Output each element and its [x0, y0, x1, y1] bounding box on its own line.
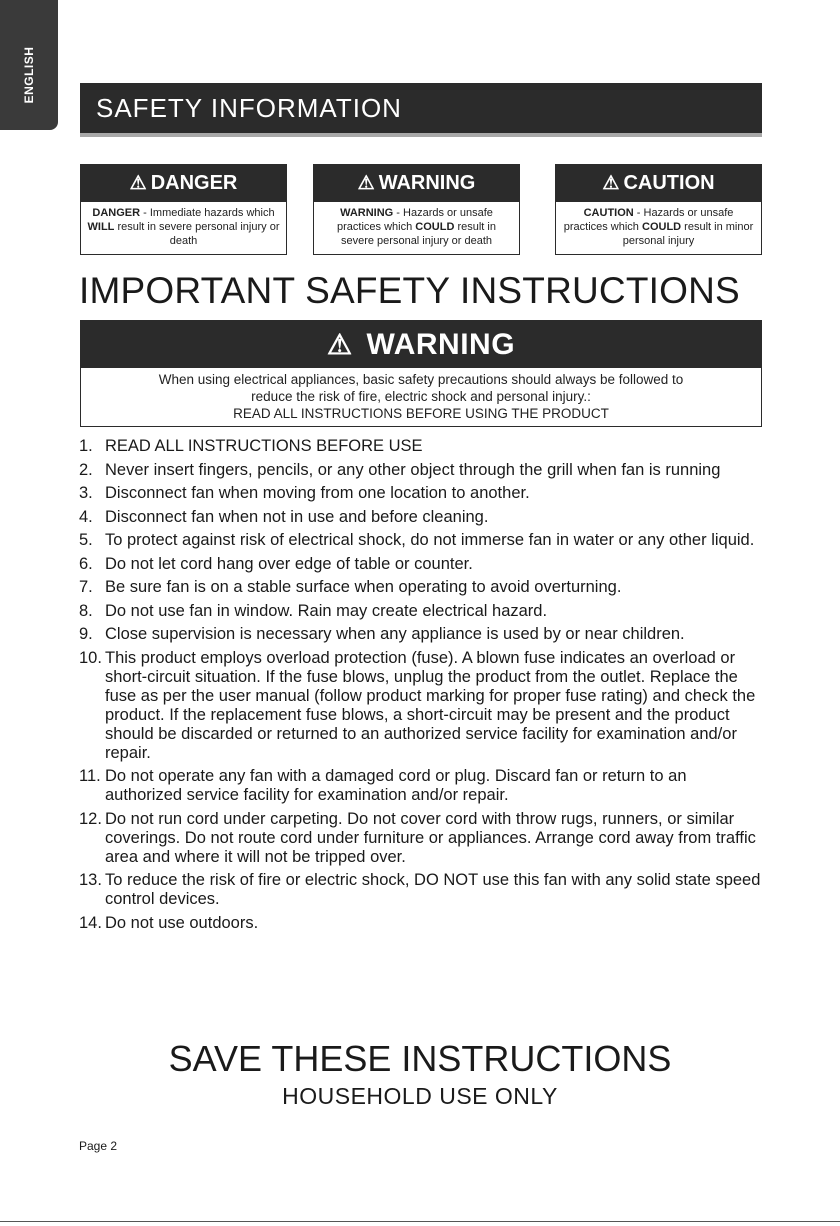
list-item-number: 4. — [79, 507, 93, 526]
list-item-number: 5. — [79, 531, 93, 549]
caution-tail: result in minor personal injury — [622, 221, 754, 247]
list-item-text: Do not operate any fan with a damaged cord or plug. Discard fan or return to an authorized service facility for examination and/or repair. — [105, 767, 687, 804]
main-warning-line-2: reduce the risk of fire, electric shock and personal injury.: — [251, 389, 591, 404]
list-item-text: To reduce the risk of fire or electric shock, DO NOT use this fan with any solid state speed control devices. — [105, 871, 761, 908]
list-item-text: Close supervision is necessary when any appliance is used by or near children. — [105, 625, 685, 643]
list-item-number: 7. — [79, 578, 93, 596]
danger-term: DANGER — [92, 207, 141, 219]
list-item-number: 6. — [79, 554, 93, 573]
list-item-number: 10. — [79, 648, 102, 667]
language-tab-label: ENGLISH — [22, 46, 36, 104]
warning-signal-header — [314, 165, 519, 202]
list-item-text: To protect against risk of electrical shock, do not immerse fan in water or any other liquid. — [105, 531, 755, 549]
danger-lead: - Immediate hazards which — [140, 207, 275, 219]
list-item-number: 12. — [79, 809, 102, 828]
danger-tail: result in severe personal injury or death — [114, 221, 280, 247]
list-item-text: Disconnect fan when not in use and before cleaning. — [105, 507, 489, 526]
caution-term: CAUTION — [583, 207, 634, 219]
list-item-text: Do not let cord hang over edge of table or counter. — [105, 554, 473, 573]
list-item — [79, 484, 764, 503]
danger-emphasis: WILL — [87, 221, 115, 233]
list-item — [79, 871, 764, 909]
caution-lead: - Hazards or unsafe practices which — [563, 207, 734, 233]
list-item-text: Be sure fan is on a stable surface when operating to avoid overturning. — [105, 578, 622, 596]
danger-box — [80, 164, 287, 255]
list-item-text: Do not use fan in window. Rain may create electrical hazard. — [105, 601, 548, 620]
warning-signal-box — [313, 164, 520, 255]
main-warning-text — [81, 368, 761, 422]
list-item — [79, 555, 764, 574]
main-warning-line-1: When using electrical appliances, basic safety precautions should always be followed to — [158, 372, 684, 387]
main-warning-line-3: READ ALL INSTRUCTIONS BEFORE USING THE PRODUCT — [233, 406, 609, 421]
list-item-number: 8. — [79, 601, 93, 620]
page-title: IMPORTANT SAFETY INSTRUCTIONS — [79, 270, 740, 311]
list-item — [79, 649, 764, 763]
danger-heading: DANGER — [150, 172, 238, 194]
warning-triangle-icon: ⚠ — [326, 329, 353, 360]
list-item — [79, 461, 764, 480]
list-item — [79, 810, 764, 867]
list-item-number: 13. — [79, 871, 102, 889]
list-item — [79, 508, 764, 527]
list-item — [79, 578, 764, 597]
list-item-number: 1. — [79, 437, 93, 455]
caution-emphasis: COULD — [642, 221, 682, 233]
list-item-text: This product employs overload protection (fuse). A blown fuse indicates an overload or short-circuit situation. If the fuse blows, unplug the product from the outlet. Replace the fuse as per the user manual (follow product marking for proper fuse rating) and check the product. If the replacement fuse blows, a short-circuit may be present and the product should be discarded or returned to an authorized service facility for examination and/or repair. — [105, 648, 756, 762]
list-item-text: Do not run cord under carpeting. Do not cover cord with throw rugs, runners, or similar coverings. Do not route cord under furniture or appliances. Arrange cord away from traffic area and where it will not be tripped over. — [105, 809, 756, 866]
warning-triangle-icon: ⚠ — [602, 173, 620, 194]
bottom-divider — [0, 1221, 840, 1222]
list-item-number: 2. — [79, 460, 93, 479]
warning-triangle-icon: ⚠ — [129, 173, 147, 194]
list-item — [79, 625, 764, 644]
warning-signal-lead: - Hazards or unsafe practices which — [337, 207, 493, 233]
list-item — [79, 767, 764, 805]
instruction-list — [79, 437, 764, 937]
warning-signal-term: WARNING — [340, 207, 394, 219]
list-item-number: 11. — [79, 767, 101, 785]
warning-signal-tail: result in severe personal injury or death — [340, 221, 496, 247]
warning-signal-emphasis: COULD — [415, 221, 455, 233]
warning-signal-description — [314, 202, 519, 248]
list-item-text: Do not use outdoors. — [105, 913, 259, 932]
page-number: Page 2 — [79, 1139, 118, 1153]
danger-header — [81, 165, 286, 202]
main-warning-box — [80, 320, 762, 427]
list-item-text: READ ALL INSTRUCTIONS BEFORE USE — [105, 437, 423, 455]
caution-box — [555, 164, 762, 255]
language-tab — [0, 0, 58, 130]
list-item — [79, 531, 764, 550]
list-item-number: 9. — [79, 625, 93, 643]
section-header-bar — [80, 83, 762, 137]
section-title: SAFETY INFORMATION — [96, 93, 402, 123]
list-item — [79, 437, 764, 456]
danger-description — [81, 202, 286, 248]
list-item-text: Never insert fingers, pencils, or any other object through the grill when fan is running — [105, 460, 721, 479]
caution-header — [556, 165, 761, 202]
list-item — [79, 602, 764, 621]
save-instructions-title: SAVE THESE INSTRUCTIONS — [168, 1038, 672, 1079]
caution-heading: CAUTION — [623, 172, 715, 194]
list-item-number: 3. — [79, 484, 93, 502]
warning-triangle-icon: ⚠ — [357, 173, 375, 194]
main-warning-heading: WARNING — [366, 327, 516, 361]
main-warning-header — [81, 321, 761, 368]
list-item-number: 14. — [79, 913, 102, 932]
list-item-text: Disconnect fan when moving from one location to another. — [105, 484, 530, 502]
caution-description — [556, 202, 761, 248]
list-item — [79, 914, 764, 933]
warning-signal-heading: WARNING — [378, 172, 476, 194]
household-use-label: HOUSEHOLD USE ONLY — [282, 1083, 558, 1109]
